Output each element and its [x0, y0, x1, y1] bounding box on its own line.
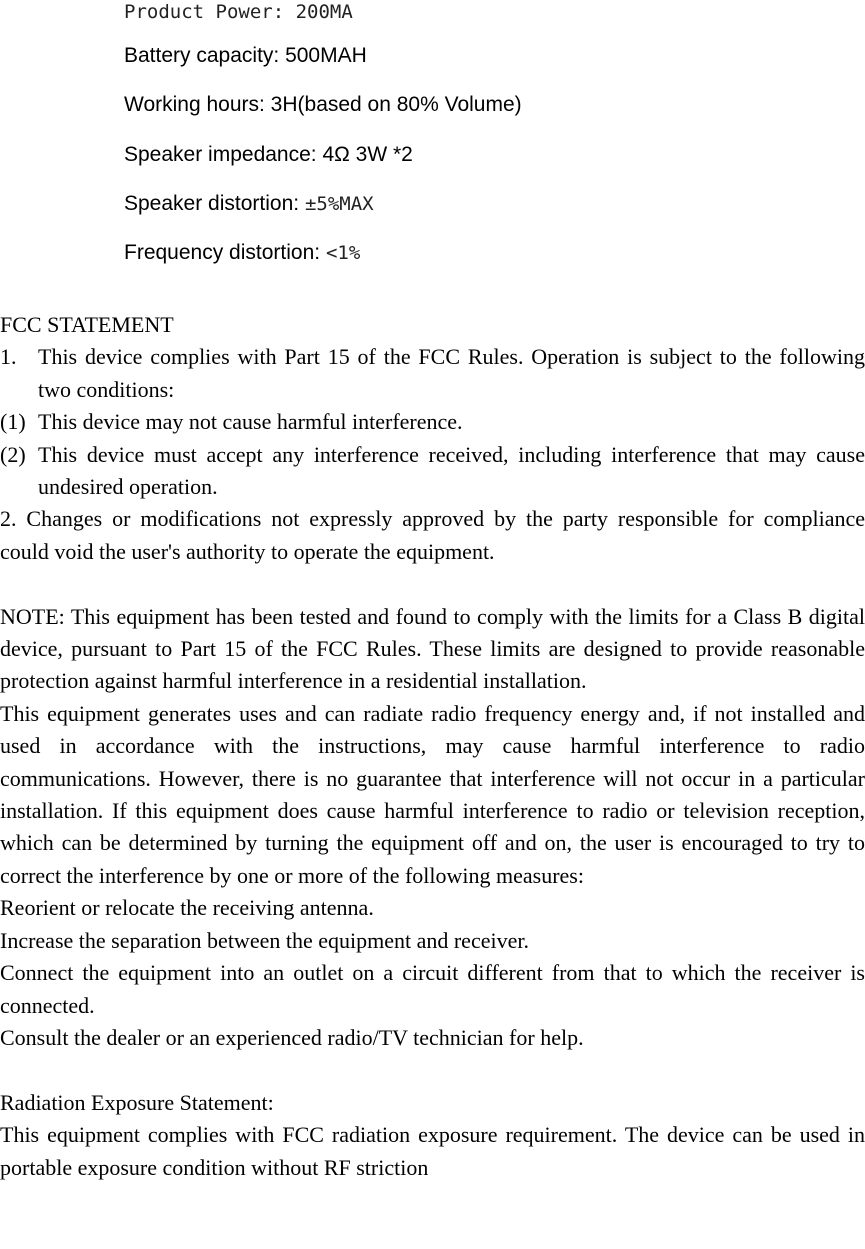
radiation-heading: Radiation Exposure Statement:: [0, 1089, 274, 1115]
fcc-item-2: 2. Changes or modifications not expressly approved by the party responsible for compliance could void the user's authority to operate the equipment.: [0, 506, 865, 564]
battery-capacity-spec: Battery capacity: 500MAH: [124, 44, 367, 67]
radiation-text: This equipment complies with FCC radiation exposure requirement. The device can be used in portable exposure condition without RF striction: [0, 1122, 865, 1180]
measure-consult-dealer: Consult the dealer or an experienced radio/TV technician for help.: [0, 1024, 584, 1050]
speaker-distortion-spec: [124, 192, 374, 216]
fcc-condition-2-number: (2): [0, 441, 26, 467]
fcc-item-1-number: 1.: [0, 344, 17, 370]
frequency-distortion-label: Frequency distortion:: [124, 241, 326, 264]
measure-different-circuit: Connect the equipment into an outlet on a circuit different from that to which the receiver is connected.: [0, 960, 865, 1018]
fcc-condition-2: [0, 439, 865, 504]
measure-increase-separation: Increase the separation between the equipment and receiver.: [0, 927, 529, 953]
compliance-document: [0, 309, 865, 1184]
spacer: [0, 568, 865, 600]
note-paragraph-1: NOTE: This equipment has been tested and found to comply with the limits for a Class B digital device, pursuant to Part 15 of the FCC Rules. These limits are designed to provide reasonable protection against harmful interference in a residential installation.: [0, 603, 865, 694]
fcc-item-1-text: This device complies with Part 15 of the FCC Rules. Operation is subject to the following two conditions:: [38, 344, 865, 402]
working-hours-spec: Working hours: 3H(based on 80% Volume): [124, 93, 522, 116]
fcc-condition-1-number: (1): [0, 409, 26, 435]
measure-reorient: Reorient or relocate the receiving antenna.: [0, 895, 374, 921]
fcc-item-1: [0, 341, 865, 406]
fcc-condition-2-text: This device must accept any interference received, including interference that may cause undesired operation.: [38, 441, 865, 500]
fcc-heading: FCC STATEMENT: [0, 312, 174, 337]
spacer: [0, 1054, 865, 1086]
speaker-impedance-spec: Speaker impedance: 4Ω 3W *2: [124, 143, 413, 166]
fcc-condition-1: [0, 406, 865, 438]
frequency-distortion-value: <1%: [325, 242, 361, 264]
product-power-spec: Product Power: 200MA: [124, 1, 353, 23]
speaker-distortion-label: Speaker distortion:: [124, 192, 305, 215]
frequency-distortion-spec: [124, 241, 360, 265]
speaker-distortion-value: ±5%MAX: [304, 193, 374, 215]
fcc-condition-1-text: This device may not cause harmful interference.: [38, 409, 463, 435]
note-paragraph-2: This equipment generates uses and can radiate radio frequency energy and, if not installed and used in accordance with the instructions, may cause harmful interference to radio communications. However, there is no guarantee that interference will not occur in a particular installation. If this equipment does cause harmful interference to radio or television reception, which can be determined by turning the equipment off and on, the user is encouraged to try to correct the interference by one or more of the following measures:: [0, 700, 865, 888]
